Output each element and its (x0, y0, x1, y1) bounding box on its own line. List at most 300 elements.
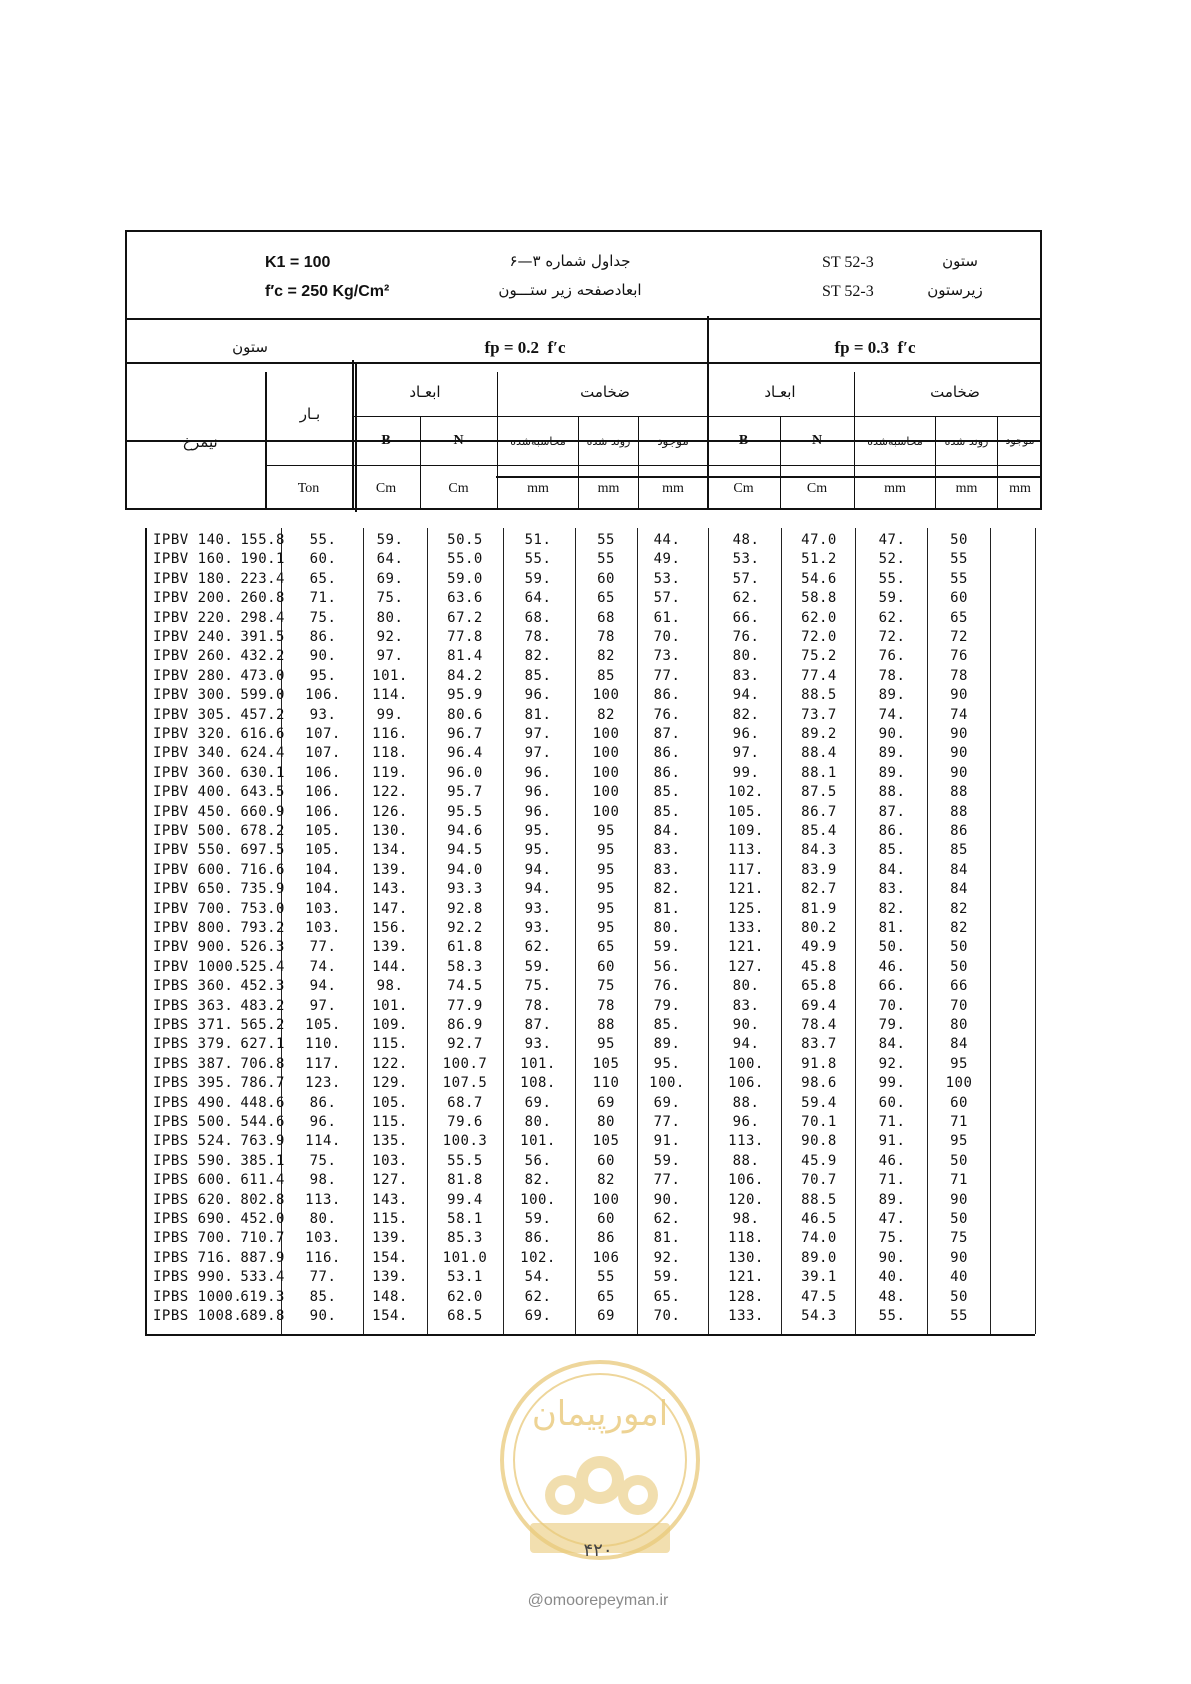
table-cell: 72.0 (801, 629, 837, 645)
table-cell: IPBS 690. (153, 1211, 234, 1227)
table-cell: 53. (732, 551, 760, 568)
table-cell: 74. (878, 706, 906, 723)
table-cell: 73. (653, 648, 681, 665)
table-cell: 123. (305, 1075, 341, 1092)
table-cell: 95 (597, 861, 615, 878)
table-cell: 107.5 (442, 1075, 488, 1092)
table-cell: 95.5 (447, 803, 483, 820)
table-cell: 91. (653, 1133, 681, 1150)
table-row (147, 648, 1037, 667)
table-cell: 50 (950, 532, 968, 548)
table-cell: 887.9 (240, 1249, 285, 1266)
table-cell: 452.3 (240, 978, 285, 995)
table-cell: IPBV 1000. (153, 958, 243, 975)
table-cell: 77. (653, 667, 681, 684)
table-cell: 452.0 (240, 1211, 285, 1227)
table-cell: 109. (728, 823, 764, 839)
table-cell: 84. (653, 823, 681, 839)
table-cell: 121. (728, 881, 764, 898)
table-cell: 97. (376, 648, 404, 665)
table-cell: 95 (597, 881, 615, 898)
table-cell: 90. (878, 726, 906, 742)
table-cell: 47.0 (801, 532, 837, 548)
table-cell: 50 (950, 958, 968, 975)
table-cell: 107. (305, 726, 341, 742)
table-row (147, 707, 1037, 726)
table-cell: 118. (728, 1230, 764, 1247)
table-cell: 94. (309, 978, 337, 995)
table-row (147, 1211, 1037, 1230)
table-cell: 135. (372, 1133, 408, 1150)
table-row (147, 532, 1037, 551)
table-cell: 104. (305, 861, 341, 878)
table-cell: 95.7 (447, 784, 483, 801)
watermark-site: @omoorepeyman.ir (527, 1592, 669, 1609)
table-cell: 59. (653, 939, 681, 956)
n-label-2: N (811, 433, 823, 448)
column-label: ستون (942, 252, 978, 270)
table-cell: 50 (950, 1288, 968, 1305)
unit-ton: Ton (297, 481, 320, 496)
table-cell: 78 (950, 667, 968, 684)
table-cell: IPBS 363. (153, 997, 234, 1014)
data-table (145, 528, 1035, 1336)
table-cell: 65 (950, 609, 968, 626)
table-cell: IPBV 280. (153, 667, 234, 684)
table-cell: 60. (878, 1094, 906, 1111)
table-cell: 96. (524, 784, 552, 801)
table-cell: 624.4 (240, 745, 285, 762)
available-label-2: موجود (1005, 434, 1035, 447)
table-cell: 260.8 (240, 590, 285, 607)
table-cell: 92. (376, 629, 404, 645)
table-cell: 59. (524, 958, 552, 975)
table-cell: 60 (597, 570, 615, 587)
table-cell: 75 (950, 1230, 968, 1247)
table-cell: 87. (653, 726, 681, 742)
thickness-label-1: ضخامت (580, 383, 630, 401)
table-cell: 90. (309, 648, 337, 665)
table-cell: 105. (728, 803, 764, 820)
table-cell: 100. (649, 1075, 685, 1092)
table-cell: 116. (372, 726, 408, 742)
table-cell: 113. (728, 1133, 764, 1150)
table-cell: 565.2 (240, 1017, 285, 1033)
table-cell: 71 (950, 1172, 968, 1189)
table-cell: 117. (728, 861, 764, 878)
table-cell: IPBV 300. (153, 687, 234, 704)
table-cell: 95. (653, 1055, 681, 1072)
table-cell: 95.9 (447, 687, 483, 704)
table-cell: 139. (372, 939, 408, 956)
table-cell: 96.7 (447, 726, 483, 742)
table-cell: 85. (653, 784, 681, 801)
table-row (147, 1095, 1037, 1114)
table-cell: 61.8 (447, 939, 483, 956)
table-cell: 55. (878, 1308, 906, 1324)
table-cell: 84 (950, 881, 968, 898)
table-cell: 47. (878, 1211, 906, 1227)
table-cell: 90. (878, 1249, 906, 1266)
table-cell: 83. (732, 997, 760, 1014)
table-cell: 59. (524, 570, 552, 587)
table-cell: 710.7 (240, 1230, 285, 1247)
table-cell: 103. (372, 1152, 408, 1169)
table-cell: 88 (950, 784, 968, 801)
table-cell: 55 (950, 1308, 968, 1324)
table-cell: 107. (305, 745, 341, 762)
table-cell: 89. (878, 1191, 906, 1208)
table-cell: IPBV 160. (153, 551, 234, 568)
table-cell: 106. (305, 803, 341, 820)
table-cell: IPBS 490. (153, 1094, 234, 1111)
table-cell: 85 (597, 667, 615, 684)
table-cell: 133. (728, 920, 764, 936)
table-cell: 156. (372, 920, 408, 936)
table-cell: 90 (950, 726, 968, 742)
fp-03-label: fp = 0.3 f′c (834, 338, 916, 357)
table-cell: 72. (878, 629, 906, 645)
table-cell: 84 (950, 861, 968, 878)
table-cell: IPBS 716. (153, 1249, 234, 1266)
table-cell: 88. (732, 1094, 760, 1111)
table-cell: IPBS 360. (153, 978, 234, 995)
table-cell: 82. (524, 648, 552, 665)
table-cell: 697.5 (240, 842, 285, 859)
thickness-label-2: ضخامت (930, 383, 980, 401)
table-cell: 92.7 (447, 1036, 483, 1053)
table-cell: 49. (653, 551, 681, 568)
table-cell: 46. (878, 958, 906, 975)
table-cell: 58.3 (447, 958, 483, 975)
table-cell: 76. (653, 978, 681, 995)
table-cell: 80.6 (447, 706, 483, 723)
table-cell: 62.0 (801, 609, 837, 626)
table-cell: 391.5 (240, 629, 285, 645)
table-cell: 90. (309, 1308, 337, 1324)
table-cell: 99. (732, 764, 760, 781)
rounded-label-1: روند شده (586, 435, 631, 448)
table-row (147, 590, 1037, 609)
table-cell: 100 (592, 764, 620, 781)
table-cell: 70. (653, 629, 681, 645)
table-cell: 120. (728, 1191, 764, 1208)
b-label-1: B (381, 433, 391, 448)
table-cell: 385.1 (240, 1152, 285, 1169)
table-cell: 99. (376, 706, 404, 723)
table-cell: 98. (376, 978, 404, 995)
table-cell: 59. (376, 532, 404, 548)
table-cell: 619.3 (240, 1288, 285, 1305)
table-cell: 45.8 (801, 958, 837, 975)
table-cell: 55 (597, 532, 615, 548)
table-cell: IPBS 387. (153, 1055, 234, 1072)
table-cell: 98. (732, 1211, 760, 1227)
table-row (147, 629, 1037, 648)
table-cell: 93.3 (447, 881, 483, 898)
table-cell: 115. (372, 1211, 408, 1227)
table-cell: 126. (372, 803, 408, 820)
table-row (147, 1114, 1037, 1133)
table-cell: 55. (309, 532, 337, 548)
table-row (147, 1036, 1037, 1055)
subcolumn-steel: ST 52-3 (822, 283, 874, 300)
table-cell: 80. (524, 1114, 552, 1130)
table-cell: 457.2 (240, 706, 285, 723)
table-cell: 90 (950, 1249, 968, 1266)
table-cell: IPBV 180. (153, 570, 234, 587)
table-cell: 54. (524, 1269, 552, 1286)
table-cell: 71. (878, 1172, 906, 1189)
table-cell: 57. (653, 590, 681, 607)
table-cell: 55.0 (447, 551, 483, 568)
table-cell: 448.6 (240, 1094, 285, 1111)
table-cell: 735.9 (240, 881, 285, 898)
table-cell: 83. (732, 667, 760, 684)
table-cell: 78. (524, 997, 552, 1014)
table-cell: 86.7 (801, 803, 837, 820)
table-cell: 75 (597, 978, 615, 995)
unit-round-2: mm (955, 481, 978, 496)
table-cell: 86. (309, 1094, 337, 1111)
table-cell: 69. (653, 1094, 681, 1111)
table-cell: 82. (878, 900, 906, 917)
table-cell: 86 (597, 1230, 615, 1247)
table-cell: 127. (372, 1172, 408, 1189)
k1-label: K1 = 100 (265, 254, 331, 271)
table-cell: IPBS 379. (153, 1036, 234, 1053)
table-cell: 190.1 (240, 551, 285, 568)
table-cell: 76 (950, 648, 968, 665)
calculated-label-2: محاسبه‌شده (867, 435, 923, 448)
table-cell: 143. (372, 1191, 408, 1208)
table-cell: 86. (653, 764, 681, 781)
table-cell: 65 (597, 1288, 615, 1305)
table-cell: 60. (309, 551, 337, 568)
table-row (147, 784, 1037, 803)
table-cell: 706.8 (240, 1055, 285, 1072)
table-cell: 84. (878, 1036, 906, 1053)
table-cell: 50 (950, 1211, 968, 1227)
table-cell: 110. (305, 1036, 341, 1053)
table-cell: 55 (950, 570, 968, 587)
table-row (147, 1133, 1037, 1152)
table-cell: 88.5 (801, 687, 837, 704)
table-cell: IPBS 371. (153, 1017, 234, 1033)
table-cell: 106. (728, 1172, 764, 1189)
table-cell: 48. (878, 1288, 906, 1305)
table-cell: 154. (372, 1249, 408, 1266)
table-cell: 88. (878, 784, 906, 801)
table-cell: 678.2 (240, 823, 285, 839)
table-cell: 92.8 (447, 900, 483, 917)
table-cell: 82 (597, 648, 615, 665)
table-cell: 47. (878, 532, 906, 548)
table-cell: 473.0 (240, 667, 285, 684)
table-cell: 55 (597, 1269, 615, 1286)
table-cell: 483.2 (240, 997, 285, 1014)
table-cell: 68. (524, 609, 552, 626)
table-cell: 89. (653, 1036, 681, 1053)
table-cell: 80 (597, 1114, 615, 1130)
table-cell: IPBV 800. (153, 920, 234, 936)
table-cell: 46. (878, 1152, 906, 1169)
table-cell: 94.5 (447, 842, 483, 859)
table-cell: 80. (732, 978, 760, 995)
table-cell: 60 (597, 1152, 615, 1169)
table-cell: 94.6 (447, 823, 483, 839)
table-row (147, 1269, 1037, 1288)
table-cell: 106. (728, 1075, 764, 1092)
table-cell: 139. (372, 861, 408, 878)
table-cell: 59.0 (447, 570, 483, 587)
table-row (147, 881, 1037, 900)
table-cell: 96. (732, 726, 760, 742)
table-cell: 118. (372, 745, 408, 762)
table-cell: 85 (950, 842, 968, 859)
table-cell: 84.2 (447, 667, 483, 684)
table-cell: 54.6 (801, 570, 837, 587)
table-row (147, 1153, 1037, 1172)
table-cell: 92. (878, 1055, 906, 1072)
table-cell: IPBV 305. (153, 706, 234, 723)
table-cell: 100. (728, 1055, 764, 1072)
table-cell: 70. (878, 997, 906, 1014)
table-cell: 100 (592, 726, 620, 742)
table-cell: 763.9 (240, 1133, 285, 1150)
table-row (147, 1056, 1037, 1075)
table-cell: 122. (372, 784, 408, 801)
table-cell: 90. (732, 1017, 760, 1033)
table-cell: 87.5 (801, 784, 837, 801)
table-cell: 82 (950, 900, 968, 917)
group-label: ستون (232, 338, 268, 356)
table-cell: 77. (309, 939, 337, 956)
table-cell: 85. (653, 1017, 681, 1033)
table-cell: 86. (878, 823, 906, 839)
table-cell: 223.4 (240, 570, 285, 587)
table-cell: 94.0 (447, 861, 483, 878)
table-row (147, 610, 1037, 629)
table-cell: 62. (524, 939, 552, 956)
table-cell: 689.8 (240, 1308, 285, 1324)
table-cell: 39.1 (801, 1269, 837, 1286)
table-cell: 104. (305, 881, 341, 898)
table-cell: 75. (878, 1230, 906, 1247)
table-cell: 105. (372, 1094, 408, 1111)
table-cell: 55 (597, 551, 615, 568)
table-cell: 57. (732, 570, 760, 587)
table-cell: 71. (309, 590, 337, 607)
table-cell: 44. (653, 532, 681, 548)
table-cell: 89. (878, 764, 906, 781)
table-cell: 627.1 (240, 1036, 285, 1053)
table-cell: 139. (372, 1230, 408, 1247)
table-cell: 65 (597, 939, 615, 956)
table-cell: 81. (878, 920, 906, 936)
table-row (147, 862, 1037, 881)
rounded-label-2: روند شده (944, 435, 989, 448)
table-row (147, 765, 1037, 784)
table-cell: 59. (878, 590, 906, 607)
table-cell: 78. (878, 667, 906, 684)
table-cell: 94. (524, 881, 552, 898)
table-cell: 96. (524, 764, 552, 781)
table-row (147, 823, 1037, 842)
table-cell: 55. (524, 551, 552, 568)
table-cell: 611.4 (240, 1172, 285, 1189)
table-cell: IPBS 500. (153, 1114, 234, 1130)
table-cell: 82. (732, 706, 760, 723)
table-cell: 82 (950, 920, 968, 936)
table-cell: 86. (524, 1230, 552, 1247)
page-number: ۴۲۰ (583, 1540, 613, 1561)
table-cell: 100 (592, 784, 620, 801)
table-cell: 122. (372, 1055, 408, 1072)
table-cell: 154. (372, 1308, 408, 1324)
table-cell: 76. (878, 648, 906, 665)
table-row (147, 842, 1037, 861)
table-cell: IPBV 900. (153, 939, 234, 956)
table-cell: 91. (878, 1133, 906, 1150)
table-cell: 64. (376, 551, 404, 568)
table-cell: 63.6 (447, 590, 483, 607)
table-cell: IPBV 360. (153, 764, 234, 781)
table-cell: 82. (653, 881, 681, 898)
table-cell: 114. (372, 687, 408, 704)
table-row (147, 571, 1037, 590)
table-cell: 71 (950, 1114, 968, 1130)
table-cell: 121. (728, 939, 764, 956)
table-cell: 95. (309, 667, 337, 684)
table-cell: 144. (372, 958, 408, 975)
table-cell: 69.4 (801, 997, 837, 1014)
b-label-2: B (738, 433, 749, 448)
table-row (147, 1017, 1037, 1036)
table-cell: 96. (732, 1114, 760, 1130)
table-cell: 60 (597, 1211, 615, 1227)
table-cell: 127. (728, 958, 764, 975)
table-cell: 45.9 (801, 1152, 837, 1169)
table-cell: 105. (305, 1017, 341, 1033)
table-cell: 432.2 (240, 648, 285, 665)
table-row (147, 726, 1037, 745)
table-cell: 99.4 (447, 1191, 483, 1208)
table-cell: 139. (372, 1269, 408, 1286)
table-cell: 76. (653, 706, 681, 723)
table-cell: 74.5 (447, 978, 483, 995)
table-cell: 88.4 (801, 745, 837, 762)
table-cell: 69. (376, 570, 404, 587)
table-cell: 59. (653, 1152, 681, 1169)
table-cell: 84.3 (801, 842, 837, 859)
table-cell: 75. (309, 609, 337, 626)
table-cell: 87. (878, 803, 906, 820)
table-cell: 55 (950, 551, 968, 568)
table-row (147, 551, 1037, 570)
table-cell: 70.1 (801, 1114, 837, 1130)
table-cell: IPBS 1008. (153, 1308, 243, 1324)
unit-calc-2: mm (884, 481, 906, 496)
table-cell: 50 (950, 1152, 968, 1169)
table-cell: 93. (524, 900, 552, 917)
table-cell: 98. (309, 1172, 337, 1189)
table-cell: 100 (592, 1191, 620, 1208)
table-cell: 51.2 (801, 551, 837, 568)
table-cell: 84 (950, 1036, 968, 1053)
table-cell: 129. (372, 1075, 408, 1092)
table-cell: 90 (950, 745, 968, 762)
